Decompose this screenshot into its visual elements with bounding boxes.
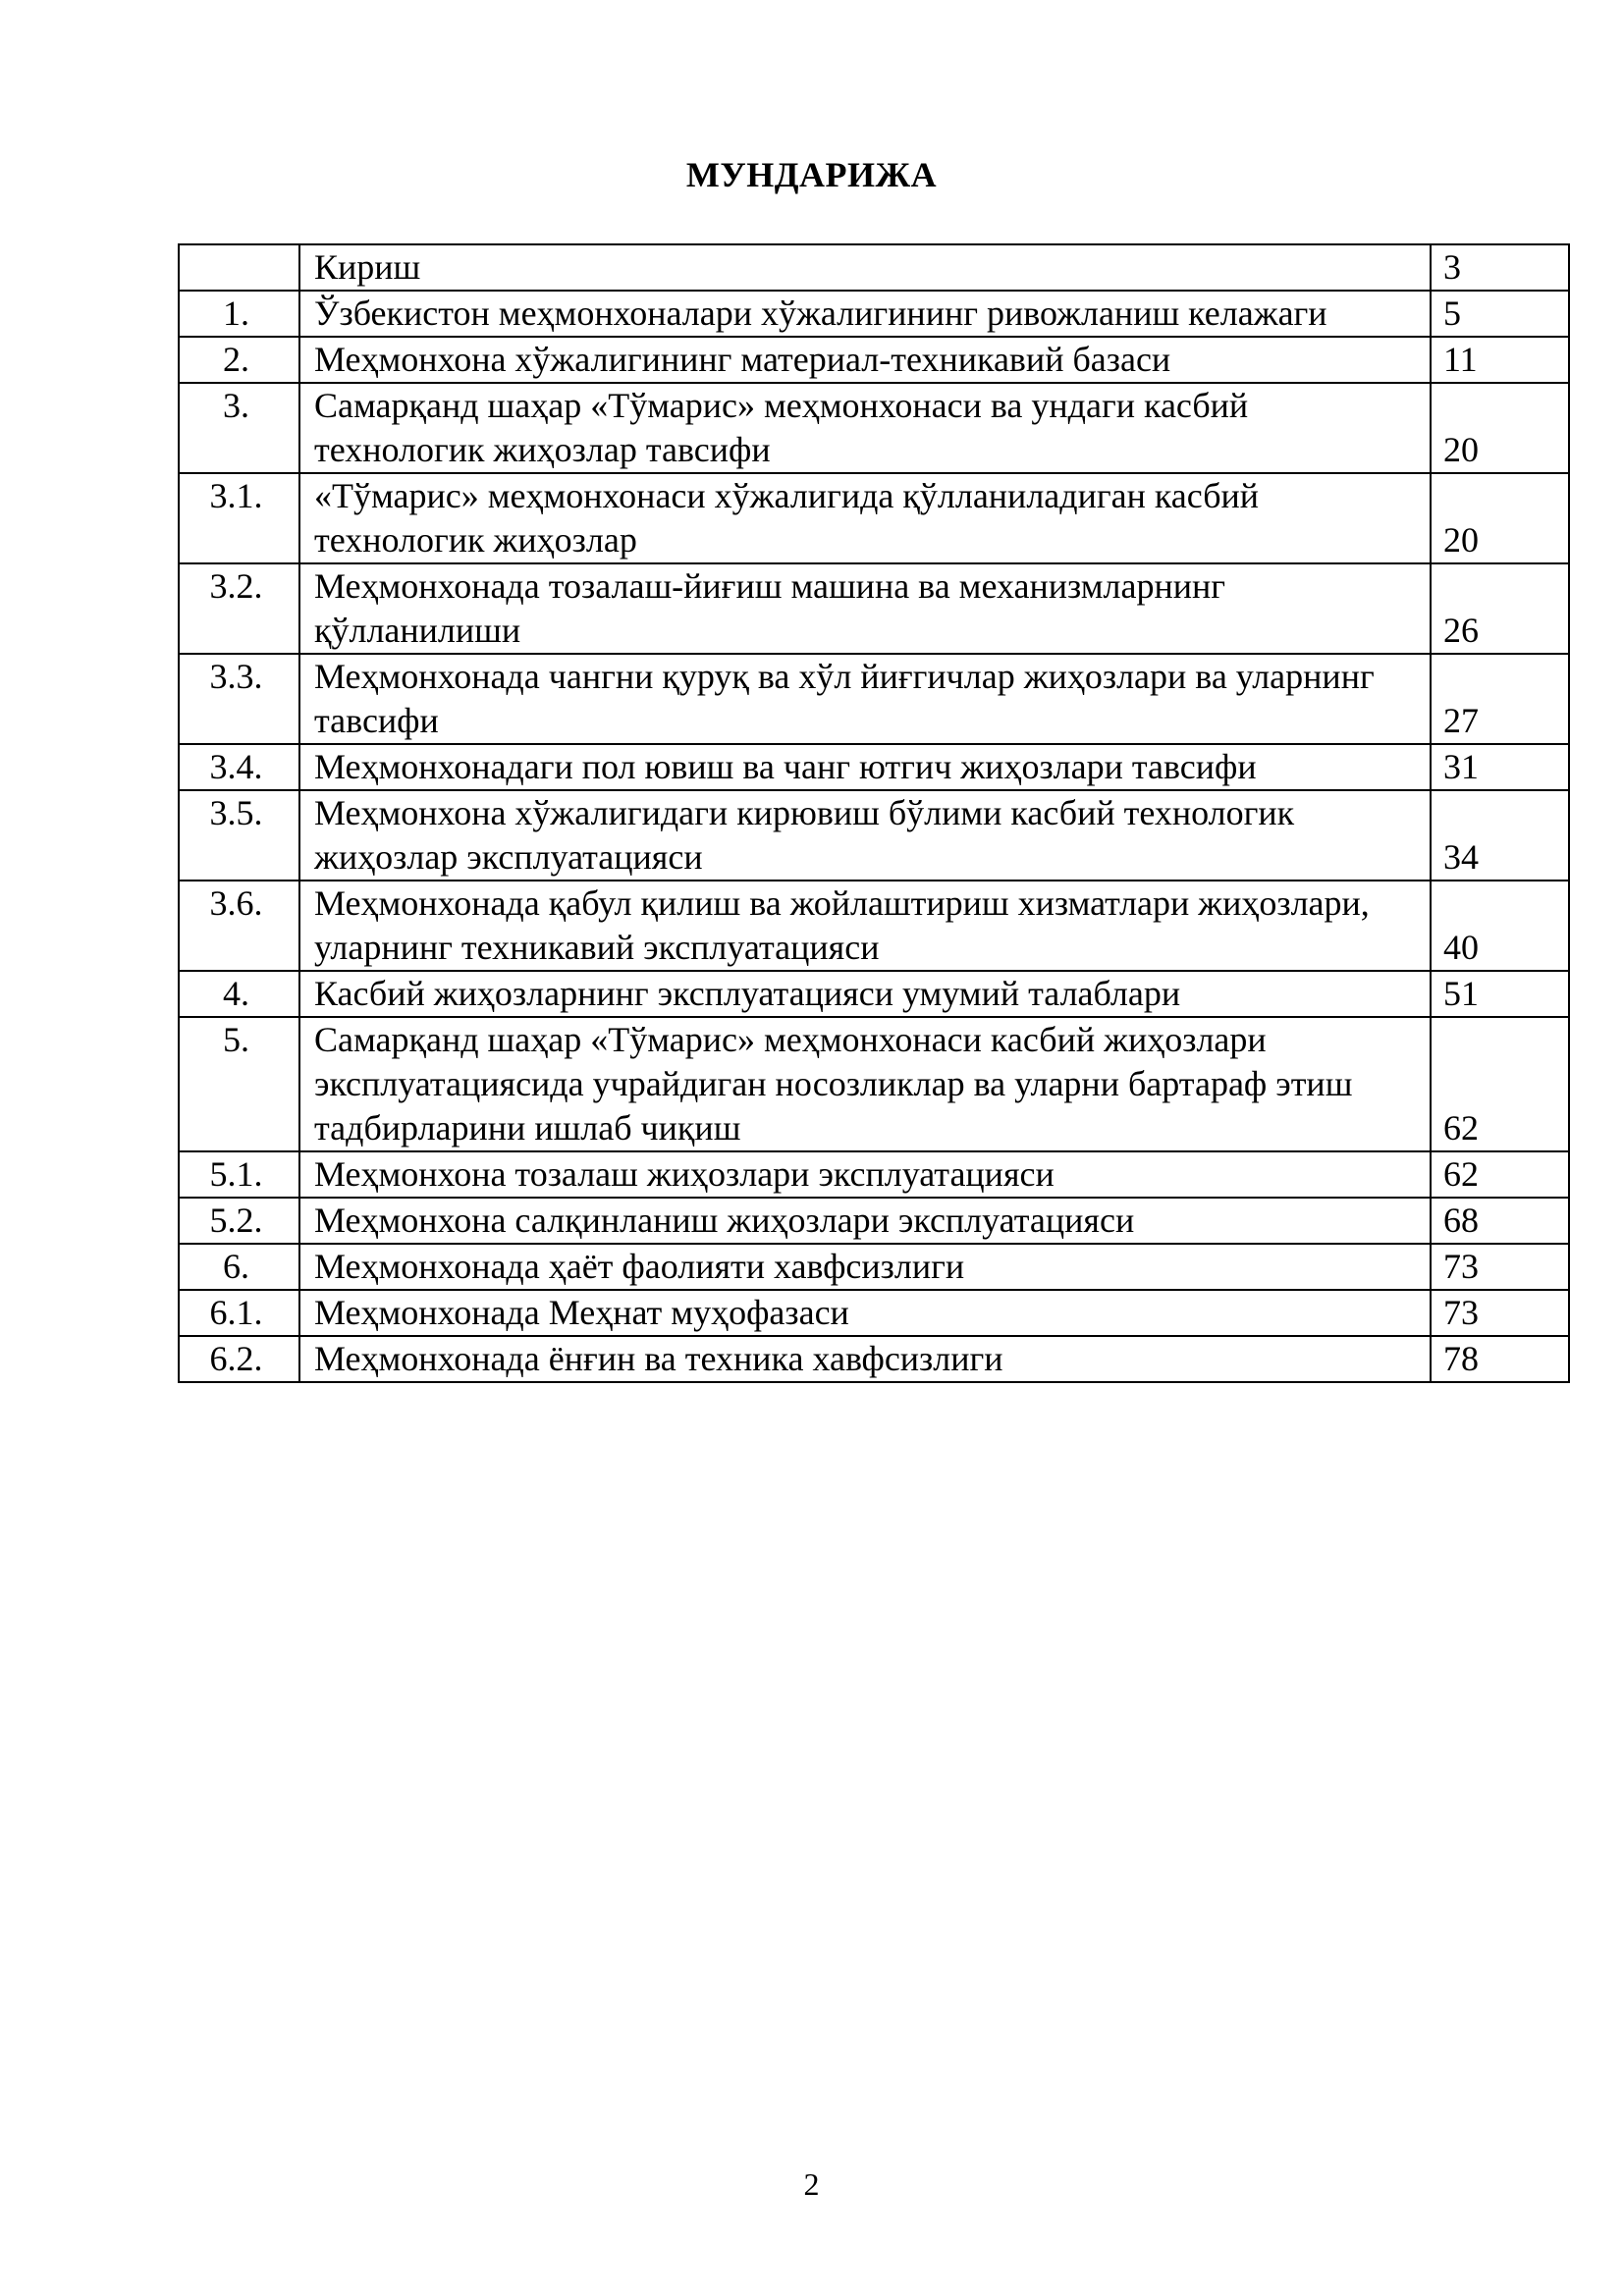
toc-row <box>179 1290 1569 1336</box>
toc-entry-number: 5. <box>179 1017 299 1151</box>
toc-entry-title: Касбий жиҳозларнинг эксплуатацияси умумий талаблари <box>299 971 1431 1017</box>
toc-entry-title: Меҳмонхонада чангни қуруқ ва хўл йиғгичлар жиҳозлари ва уларнинг тавсифи <box>299 654 1431 744</box>
toc-entry-title: Самарқанд шаҳар «Тўмарис» меҳмонхонаси ва ундаги касбий технологик жиҳозлар тавсифи <box>299 383 1431 473</box>
toc-row <box>179 291 1569 337</box>
toc-entry-number: 2. <box>179 337 299 383</box>
toc-row <box>179 244 1569 291</box>
toc-entry-title: Меҳмонхонада қабул қилиш ва жойлаштириш хизматлари жиҳозлари, уларнинг техникавий эксплуатацияси <box>299 881 1431 971</box>
toc-entry-page: 27 <box>1431 654 1569 744</box>
toc-entry-title: «Тўмарис» меҳмонхонаси хўжалигида қўлланиладиган касбий технологик жиҳозлар <box>299 473 1431 563</box>
toc-row <box>179 1198 1569 1244</box>
toc-entry-title: Ўзбекистон меҳмонхоналари хўжалигининг ривожланиш келажаги <box>299 291 1431 337</box>
toc-entry-number: 3.6. <box>179 881 299 971</box>
toc-entry-page: 11 <box>1431 337 1569 383</box>
toc-entry-title: Меҳмонхонадаги пол ювиш ва чанг ютгич жиҳозлари тавсифи <box>299 744 1431 790</box>
toc-entry-title: Меҳмонхона хўжалигининг материал-техникавий базаси <box>299 337 1431 383</box>
toc-entry-page: 5 <box>1431 291 1569 337</box>
toc-row <box>179 337 1569 383</box>
toc-entry-title: Меҳмонхонада Меҳнат муҳофазаси <box>299 1290 1431 1336</box>
toc-entry-title: Меҳмонхонада ёнғин ва техника хавфсизлиги <box>299 1336 1431 1382</box>
toc-row <box>179 971 1569 1017</box>
toc-row <box>179 383 1569 473</box>
toc-entry-page: 3 <box>1431 244 1569 291</box>
toc-entry-title: Меҳмонхона хўжалигидаги кирювиш бўлими касбий технологик жиҳозлар эксплуатацияси <box>299 790 1431 881</box>
toc-entry-title: Меҳмонхонада ҳаёт фаолияти хавфсизлиги <box>299 1244 1431 1290</box>
toc-entry-number: 3.2. <box>179 563 299 654</box>
toc-entry-number: 6.1. <box>179 1290 299 1336</box>
toc-row <box>179 1336 1569 1382</box>
toc-entry-number: 5.1. <box>179 1151 299 1198</box>
toc-entry-page: 73 <box>1431 1290 1569 1336</box>
toc-entry-title: Меҳмонхонада тозалаш-йиғиш машина ва механизмларнинг қўлланилиши <box>299 563 1431 654</box>
toc-entry-page: 62 <box>1431 1017 1569 1151</box>
toc-entry-title: Меҳмонхона тозалаш жиҳозлари эксплуатацияси <box>299 1151 1431 1198</box>
toc-entry-title: Кириш <box>299 244 1431 291</box>
toc-entry-page: 68 <box>1431 1198 1569 1244</box>
toc-entry-page: 26 <box>1431 563 1569 654</box>
toc-entry-number <box>179 244 299 291</box>
toc-entry-page: 62 <box>1431 1151 1569 1198</box>
toc-row <box>179 881 1569 971</box>
toc-row <box>179 654 1569 744</box>
toc-entry-page: 73 <box>1431 1244 1569 1290</box>
toc-entry-title: Меҳмонхона салқинланиш жиҳозлари эксплуатацияси <box>299 1198 1431 1244</box>
toc-row <box>179 1244 1569 1290</box>
toc-row <box>179 744 1569 790</box>
toc-entry-number: 6. <box>179 1244 299 1290</box>
toc-entry-title: Самарқанд шаҳар «Тўмарис» меҳмонхонаси касбий жиҳозлари эксплуатациясида учрайдиган носозликлар ва уларни бартараф этиш тадбирларини ишлаб чиқиш <box>299 1017 1431 1151</box>
toc-row <box>179 563 1569 654</box>
page-number: 2 <box>803 2166 820 2202</box>
toc-entry-number: 3.4. <box>179 744 299 790</box>
toc-entry-page: 51 <box>1431 971 1569 1017</box>
toc-entry-number: 3.1. <box>179 473 299 563</box>
page-title: МУНДАРИЖА <box>685 155 938 194</box>
toc-entry-page: 78 <box>1431 1336 1569 1382</box>
toc-entry-number: 3.5. <box>179 790 299 881</box>
toc-entry-number: 3. <box>179 383 299 473</box>
toc-row <box>179 1017 1569 1151</box>
toc-row <box>179 1151 1569 1198</box>
toc-row <box>179 790 1569 881</box>
table-of-contents <box>178 243 1570 1383</box>
toc-entry-number: 3.3. <box>179 654 299 744</box>
toc-entry-page: 20 <box>1431 383 1569 473</box>
toc-row <box>179 473 1569 563</box>
toc-entry-page: 20 <box>1431 473 1569 563</box>
toc-entry-number: 6.2. <box>179 1336 299 1382</box>
toc-entry-number: 1. <box>179 291 299 337</box>
toc-entry-page: 34 <box>1431 790 1569 881</box>
toc-entry-page: 40 <box>1431 881 1569 971</box>
toc-entry-number: 4. <box>179 971 299 1017</box>
toc-entry-page: 31 <box>1431 744 1569 790</box>
toc-entry-number: 5.2. <box>179 1198 299 1244</box>
